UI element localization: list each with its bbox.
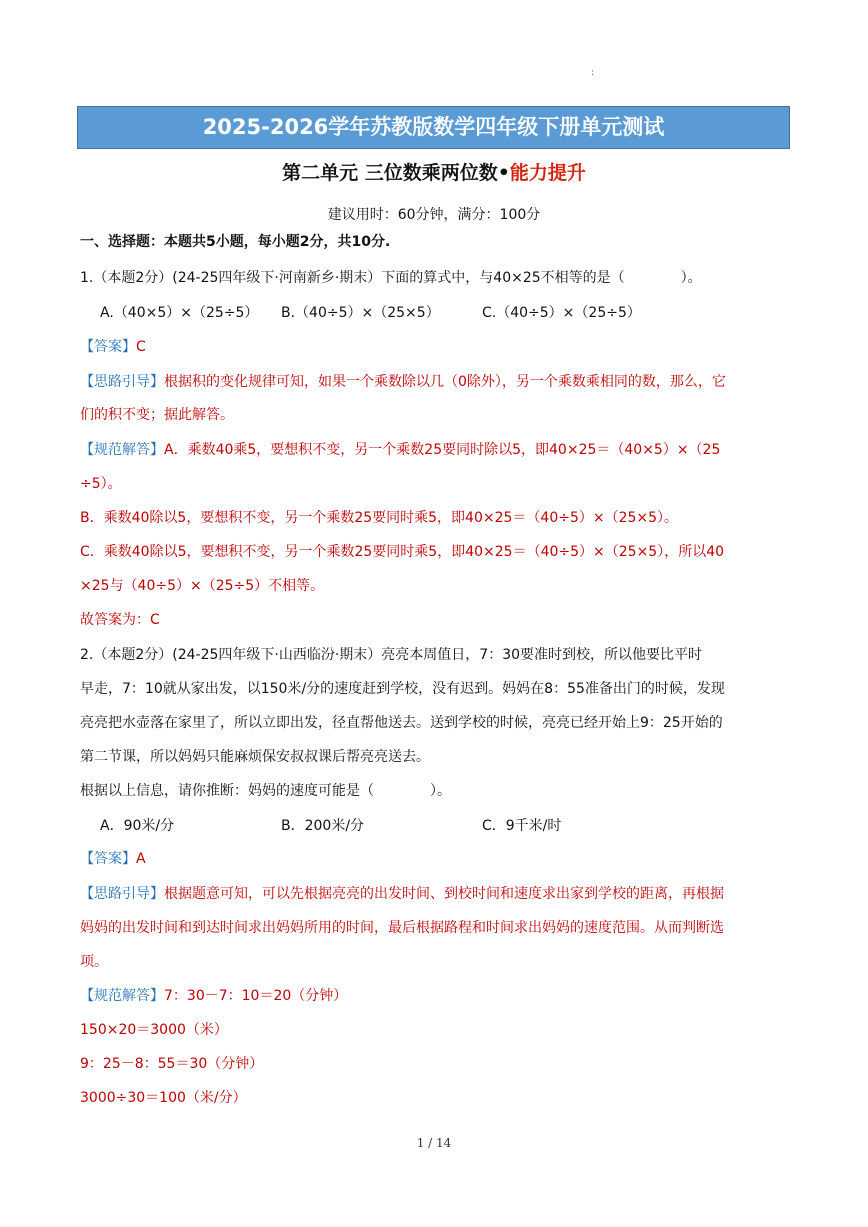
q2-stem-line-1: 2.（本题2分）(24-25四年级下·山西临汾·期末）亮亮本周值日，7：30要准时到校，所以他要比平时 [80,647,703,663]
q2-option-b: B．200米/分 [281,818,365,834]
answer-tag: 【答案】 [80,339,136,355]
q1-final-answer: 故答案为：C [80,612,160,628]
exam-meta: 建议用时：60分钟，满分：100分 [327,207,541,223]
page-number: 1 / 14 [416,1136,452,1150]
section-heading: 一、选择题：本题共5小题，每小题2分，共10分. [80,234,391,250]
q2-stem-line-4: 第二节课，所以妈妈只能麻烦保安叔叔课后帮亮亮送去。 [80,749,430,765]
q1-solution-line-1 [80,440,795,460]
q1-option-a: A.（40×5）×（25÷5） [100,305,259,321]
q1-hint-line-2: 们的积不变；据此解答。 [80,407,234,423]
hint-text: 根据题意可知，可以先根据亮亮的出发时间、到校时间和速度求出家到学校的距离，再根据 [164,886,724,902]
solution-text: 7：30－7：10＝20（分钟） [164,988,348,1004]
hint-text: 根据积的变化规律可知，如果一个乘数除以几（0除外），另一个乘数乘相同的数，那么，它 [164,374,726,390]
answer-tag: 【答案】 [80,851,136,867]
q2-stem-line-5: 根据以上信息，请你推断：妈妈的速度可能是（ ）。 [80,783,451,799]
q2-solution-line-4: 3000÷30＝100（米/分） [80,1090,247,1106]
q1-solution-line-2: ÷5）。 [80,476,122,492]
q2-solution-line-1 [80,986,795,1006]
q2-solution-line-2: 150×20＝3000（米） [80,1022,228,1038]
q2-option-c: C．9千米/时 [482,818,562,834]
q1-solution-line-4: C．乘数40除以5，要想积不变，另一个乘数25要同时乘5，即40×25＝（40÷5）×（25×5），所以40 [80,544,725,560]
q1-hint-line-1 [80,372,795,392]
q1-solution-line-3: B．乘数40除以5，要想积不变，另一个乘数25要同时乘5，即40×25＝（40÷5）×（25×5）。 [80,510,679,526]
q1-stem: 1.（本题2分）(24-25四年级下·河南新乡·期末）下面的算式中，与40×25不相等的是（ ）。 [80,270,702,286]
subtitle-main: 第二单元 三位数乘两位数• [282,162,510,184]
answer-value: A [136,851,146,867]
q2-stem-line-2: 早走，7：10就从家出发，以150米/分的速度赶到学校，没有迟到。妈妈在8：55准备出门的时候，发现 [80,681,725,697]
solution-tag: 【规范解答】 [80,988,164,1004]
header-mark: : [591,68,595,78]
title-banner: 2025-2026学年苏教版数学四年级下册单元测试 [77,106,790,149]
solution-tag: 【规范解答】 [80,442,164,458]
q2-hint-line-2: 妈妈的出发时间和到达时间求出妈妈所用的时间，最后根据路程和时间求出妈妈的速度范围。从而判断选 [80,920,724,936]
q2-hint-line-1 [80,884,795,904]
q1-answer [80,337,795,357]
q2-solution-line-3: 9：25－8：55＝30（分钟） [80,1056,264,1072]
q2-stem-line-3: 亮亮把水壶落在家里了，所以立即出发，径直帮他送去。送到学校的时候，亮亮已经开始上9：25开始的 [80,715,723,731]
unit-subtitle [0,158,868,185]
answer-value: C [136,339,146,355]
q1-option-c: C.（40÷5）×（25÷5） [482,305,641,321]
hint-tag: 【思路引导】 [80,886,164,902]
q1-option-b: B.（40÷5）×（25×5） [281,305,440,321]
solution-text: A．乘数40乘5，要想积不变，另一个乘数25要同时除以5，即40×25＝（40×5）×（25 [164,442,721,458]
q2-answer [80,849,795,869]
hint-tag: 【思路引导】 [80,374,164,390]
q2-hint-line-3: 项。 [80,954,108,970]
q2-option-a: A．90米/分 [100,818,175,834]
subtitle-accent: 能力提升 [509,162,586,184]
q1-solution-line-5: ×25与（40÷5）×（25÷5）不相等。 [80,578,325,594]
